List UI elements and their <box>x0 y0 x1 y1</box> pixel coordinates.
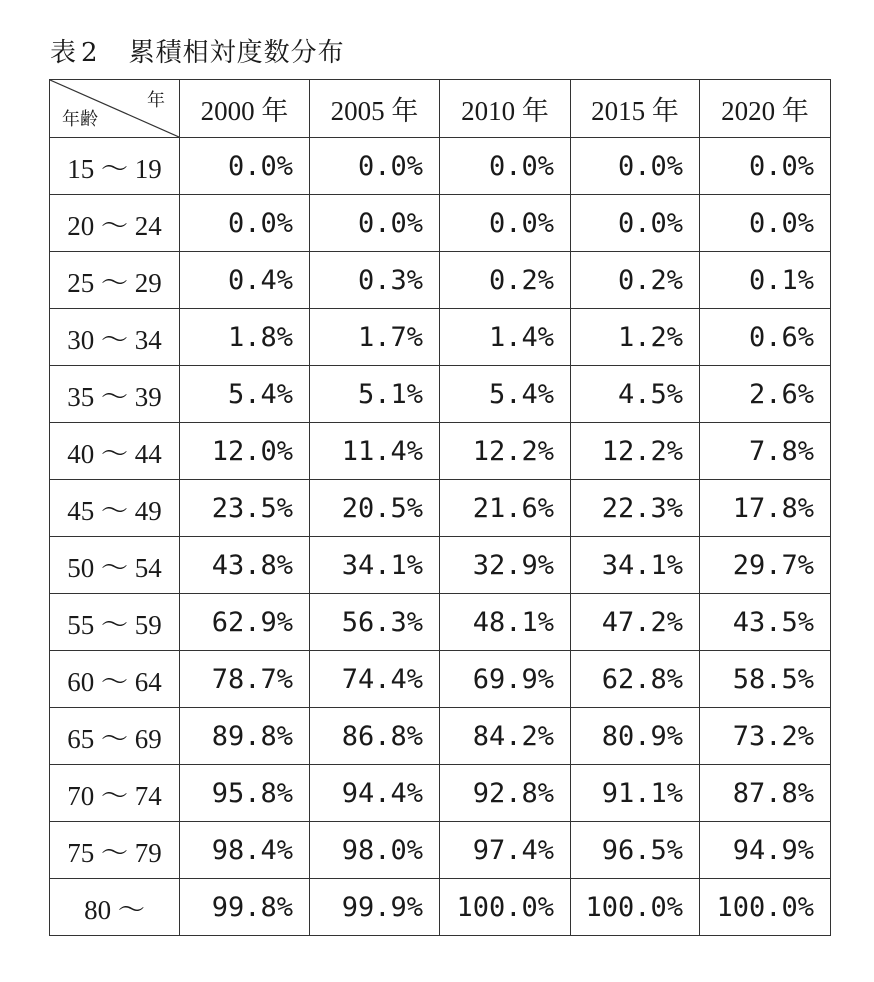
value-cell: 100.0% <box>700 879 831 936</box>
cumulative-distribution-table <box>49 79 831 936</box>
value-cell: 0.0% <box>310 195 440 252</box>
value-cell: 0.0% <box>440 195 571 252</box>
column-header: 2010 年 <box>440 80 571 138</box>
value-cell: 69.9% <box>440 651 571 708</box>
age-group-cell: 40 ～ 44 <box>50 423 180 480</box>
value-cell: 5.4% <box>180 366 310 423</box>
value-cell: 11.4% <box>310 423 440 480</box>
age-group-cell: 15 ～ 19 <box>50 138 180 195</box>
value-cell: 99.9% <box>310 879 440 936</box>
value-cell: 43.8% <box>180 537 310 594</box>
value-cell: 0.6% <box>700 309 831 366</box>
value-cell: 43.5% <box>700 594 831 651</box>
caption-number: 2 <box>81 38 99 68</box>
value-cell: 58.5% <box>700 651 831 708</box>
value-cell: 100.0% <box>440 879 571 936</box>
value-cell: 0.0% <box>180 138 310 195</box>
value-cell: 94.4% <box>310 765 440 822</box>
table-row <box>50 480 831 537</box>
table-row <box>50 651 831 708</box>
value-cell: 0.0% <box>700 138 831 195</box>
value-cell: 29.7% <box>700 537 831 594</box>
column-header: 2000 年 <box>180 80 310 138</box>
corner-age-label: 年齢 <box>62 109 98 130</box>
value-cell: 23.5% <box>180 480 310 537</box>
value-cell: 89.8% <box>180 708 310 765</box>
value-cell: 0.0% <box>180 195 310 252</box>
age-group-cell: 65 ～ 69 <box>50 708 180 765</box>
value-cell: 48.1% <box>440 594 571 651</box>
value-cell: 97.4% <box>440 822 571 879</box>
age-group-cell: 75 ～ 79 <box>50 822 180 879</box>
value-cell: 17.8% <box>700 480 831 537</box>
value-cell: 20.5% <box>310 480 440 537</box>
value-cell: 95.8% <box>180 765 310 822</box>
value-cell: 92.8% <box>440 765 571 822</box>
value-cell: 87.8% <box>700 765 831 822</box>
value-cell: 12.2% <box>440 423 571 480</box>
value-cell: 32.9% <box>440 537 571 594</box>
value-cell: 12.2% <box>571 423 700 480</box>
value-cell: 0.2% <box>571 252 700 309</box>
value-cell: 47.2% <box>571 594 700 651</box>
table-row <box>50 423 831 480</box>
value-cell: 100.0% <box>571 879 700 936</box>
value-cell: 2.6% <box>700 366 831 423</box>
table-row <box>50 252 831 309</box>
corner-header-cell <box>50 80 180 138</box>
corner-year-label: 年 <box>147 90 165 111</box>
age-group-cell: 80 ～ <box>50 879 180 936</box>
age-group-cell: 30 ～ 34 <box>50 309 180 366</box>
column-header: 2015 年 <box>571 80 700 138</box>
value-cell: 22.3% <box>571 480 700 537</box>
table-body <box>50 138 831 936</box>
age-group-cell: 60 ～ 64 <box>50 651 180 708</box>
age-group-cell: 55 ～ 59 <box>50 594 180 651</box>
value-cell: 0.0% <box>571 195 700 252</box>
table-row <box>50 537 831 594</box>
header-row <box>50 80 831 138</box>
caption-label: 表 <box>50 38 78 68</box>
table-row <box>50 822 831 879</box>
value-cell: 0.4% <box>180 252 310 309</box>
caption-title: 累積相対度数分布 <box>128 38 345 68</box>
value-cell: 4.5% <box>571 366 700 423</box>
value-cell: 1.8% <box>180 309 310 366</box>
table-row <box>50 879 831 936</box>
age-group-cell: 25 ～ 29 <box>50 252 180 309</box>
table-row <box>50 366 831 423</box>
value-cell: 0.3% <box>310 252 440 309</box>
value-cell: 99.8% <box>180 879 310 936</box>
value-cell: 98.0% <box>310 822 440 879</box>
value-cell: 0.0% <box>571 138 700 195</box>
table-row <box>50 594 831 651</box>
value-cell: 0.2% <box>440 252 571 309</box>
table-row <box>50 309 831 366</box>
value-cell: 5.1% <box>310 366 440 423</box>
value-cell: 0.0% <box>700 195 831 252</box>
table-row <box>50 138 831 195</box>
value-cell: 62.8% <box>571 651 700 708</box>
value-cell: 1.4% <box>440 309 571 366</box>
age-group-cell: 35 ～ 39 <box>50 366 180 423</box>
value-cell: 1.2% <box>571 309 700 366</box>
value-cell: 21.6% <box>440 480 571 537</box>
value-cell: 86.8% <box>310 708 440 765</box>
table-caption <box>50 32 345 69</box>
value-cell: 1.7% <box>310 309 440 366</box>
age-group-cell: 20 ～ 24 <box>50 195 180 252</box>
age-group-cell: 70 ～ 74 <box>50 765 180 822</box>
value-cell: 5.4% <box>440 366 571 423</box>
value-cell: 74.4% <box>310 651 440 708</box>
value-cell: 96.5% <box>571 822 700 879</box>
table-row <box>50 765 831 822</box>
value-cell: 0.0% <box>440 138 571 195</box>
column-header: 2020 年 <box>700 80 831 138</box>
age-group-cell: 45 ～ 49 <box>50 480 180 537</box>
table-row <box>50 708 831 765</box>
value-cell: 34.1% <box>571 537 700 594</box>
value-cell: 0.1% <box>700 252 831 309</box>
value-cell: 94.9% <box>700 822 831 879</box>
value-cell: 98.4% <box>180 822 310 879</box>
value-cell: 73.2% <box>700 708 831 765</box>
value-cell: 84.2% <box>440 708 571 765</box>
value-cell: 91.1% <box>571 765 700 822</box>
column-header: 2005 年 <box>310 80 440 138</box>
value-cell: 80.9% <box>571 708 700 765</box>
value-cell: 56.3% <box>310 594 440 651</box>
value-cell: 78.7% <box>180 651 310 708</box>
age-group-cell: 50 ～ 54 <box>50 537 180 594</box>
value-cell: 12.0% <box>180 423 310 480</box>
value-cell: 0.0% <box>310 138 440 195</box>
value-cell: 7.8% <box>700 423 831 480</box>
value-cell: 62.9% <box>180 594 310 651</box>
value-cell: 34.1% <box>310 537 440 594</box>
table-row <box>50 195 831 252</box>
